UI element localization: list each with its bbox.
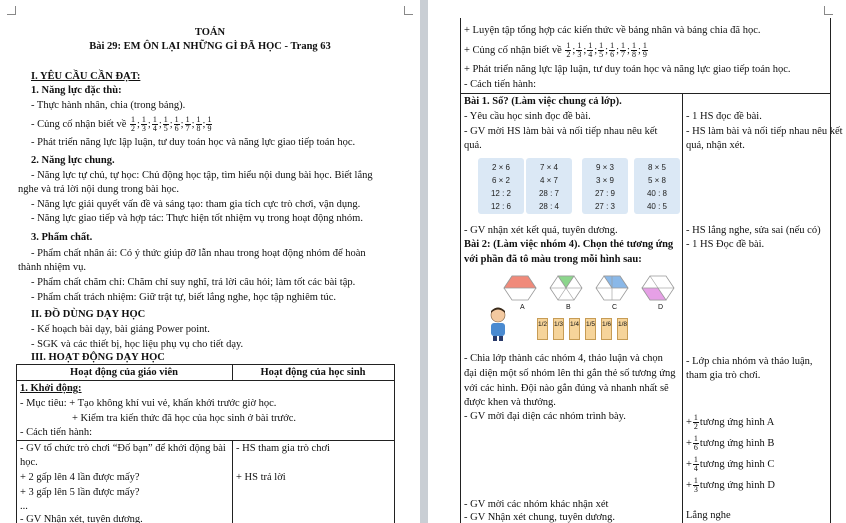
fraction [206,116,212,133]
fraction-card: 1/5 [585,318,596,340]
multiplication-card [478,158,524,214]
text-line: - Cách tiến hành: [464,79,537,90]
fraction [598,42,604,59]
fraction [693,477,699,494]
card-line: 6 × 2 [491,176,510,185]
right-page [428,0,846,523]
exercise-2-title: với phần đã tô màu trong mỗi hình sau: [464,254,642,265]
fraction-numerator: 1 [599,41,604,50]
hexagon-label: D [658,304,664,311]
text-line: + 2 gấp lên 4 lần được mấy? [20,472,140,483]
exercise-2-title: Bài 2: (Làm việc nhóm 4). Chọn thẻ tương ứng [464,239,674,250]
fraction-card: 1/4 [569,318,580,340]
text-line: - Năng lực giải quyết vấn đề và sáng tạo: tham gia tích cực trò chơi, vận dụng. [31,199,361,210]
answer-text: tương ứng hình D [699,479,775,491]
hexagon-c [596,276,628,300]
text-line: - GV mời các nhóm khác nhận xét [464,499,609,510]
fraction [196,116,202,133]
text-line: + Kiểm tra kiến thức đã học của học sinh ở bài trước. [72,413,297,424]
text-line: - GV nhận xét kết quả, tuyên dương. [464,225,618,236]
student-illustration [485,306,511,342]
fraction-list: $\frac{1}{2}$ ; $\frac{1}{3}$ ; $\frac{1}{4}$ ; $\frac{1}{5}$ ; $\frac{1}{6}$ ; $\frac{1}{7}$ ; $\frac{1}{8}$ ; $\frac{1}{9}$ [566,41,647,59]
fraction [185,116,191,133]
multiplication-card [634,158,680,214]
fraction-numerator: 1 [141,115,146,124]
heading-qualities: 3. Phẩm chất. [31,232,93,243]
fraction-card: 1/2 [537,318,548,340]
card-line: 27 : 9 [594,189,615,198]
text-line-fractions [464,42,649,59]
fraction-numerator: 1 [174,115,179,124]
fraction [631,42,637,59]
card-line: 5 × 8 [647,176,666,185]
fraction [693,435,699,452]
text-line: - Lớp chia nhóm và thảo luận, [686,356,813,367]
text-line: tham gia trò chơi. [686,370,761,381]
fraction-card: 1/8 [617,318,628,340]
fraction-denominator: 9 [642,50,647,59]
answer-line: + $\frac{1}{6}$ tương ứng hình B [686,434,775,452]
card-line: 4 × 7 [539,176,558,185]
fraction-denominator: 8 [196,124,201,133]
fraction-numerator: 1 [693,476,698,485]
text-line: thành nhiệm vụ. [18,262,86,273]
fraction-denominator: 3 [577,50,582,59]
text-line: - HS tham gia trò chơi [236,443,330,454]
fraction-numerator: 1 [152,115,157,124]
answer-line: + $\frac{1}{3}$ tương ứng hình D [686,476,775,494]
text-line: nghe và trả lời nội dung trong bài học. [18,184,179,195]
multiplication-card [526,158,572,214]
fraction-denominator: 9 [207,124,212,133]
fraction-numerator: 1 [693,413,698,422]
card-line: 7 × 4 [539,163,558,172]
fraction-denominator: 3 [693,485,698,494]
hexagon-label: C [612,304,618,311]
text-line: - 1 HS Đọc đề bài. [686,239,765,250]
card-line: 12 : 2 [490,189,511,198]
card-line: 28 : 4 [538,202,559,211]
card-line: 40 : 5 [646,202,667,211]
text-line: + Phát triển năng lực lập luận, tư duy toán học và năng lực giao tiếp toán học. [464,64,791,75]
fraction-denominator: 2 [693,422,698,431]
section-requirements: I. YÊU CẦU CẦN ĐẠT: [31,71,141,82]
text-line: - Kế hoạch bài dạy, bài giảng Power point. [31,324,210,335]
text-line: - Thực hành nhân, chia (trong bảng). [31,100,186,111]
margin-corner-mark [824,6,833,15]
text-line: - GV Nhận xét chung, tuyên dương. [464,512,616,523]
fraction-denominator: 4 [693,464,698,473]
fraction-card: 1/6 [601,318,612,340]
left-page [0,0,420,523]
fraction-card: 1/3 [553,318,564,340]
text-line: - Năng lực tự chủ, tự học: Chủ động học tập, tìm hiểu nội dung bài học. Biết lắng [31,170,373,181]
text-line: - Năng lực giao tiếp và hợp tác: Thực hiện tốt nhiệm vụ trong hoạt động nhóm. [31,213,363,224]
text-line: ... [20,501,28,512]
lesson-title: Bài 29: EM ÔN LẠI NHỮNG GÌ ĐÃ HỌC - Trang 63 [89,41,331,52]
fraction [152,116,158,133]
fraction [620,42,626,59]
hexagon-label: B [566,304,571,311]
multiplication-card [582,158,628,214]
text-line: - Chia lớp thành các nhóm 4, thảo luận và chọn [464,353,663,364]
answer-text: tương ứng hình C [699,458,775,470]
fraction [565,42,571,59]
fraction [130,116,136,133]
heading-general-competence: 2. Năng lực chung. [31,155,115,166]
fraction [609,42,615,59]
subject-title: TOÁN [194,27,226,38]
fraction-denominator: 6 [693,443,698,452]
text-line: - HS lắng nghe, sửa sai (nếu có) [686,225,821,236]
hexagon-a [504,276,536,300]
text-line: - Cách tiến hành: [20,427,93,438]
fraction-numerator: 1 [642,41,647,50]
fraction-numerator: 1 [163,115,168,124]
exercise-1-title: Bài 1. Số? (Làm việc chung cả lớp). [464,96,622,107]
answer-text: tương ứng hình B [699,437,775,449]
margin-corner-mark [404,6,413,15]
heading-warmup: 1. Khởi động: [20,383,82,394]
fraction-numerator: 1 [588,41,593,50]
fraction [141,116,147,133]
text-line: Lắng nghe [686,510,731,521]
text-line: - Củng cố nhận biết về [31,118,127,130]
answer-line: + $\frac{1}{2}$ tương ứng hình A [686,413,775,431]
table-header-student: Hoạt động của học sinh [260,367,366,378]
fraction-denominator: 4 [152,124,157,133]
fraction-denominator: 5 [163,124,168,133]
card-line: 12 : 6 [490,202,511,211]
fraction-numerator: 1 [577,41,582,50]
fraction-numerator: 1 [207,115,212,124]
fraction-numerator: 1 [693,455,698,464]
margin-corner-mark [7,6,16,15]
answer-line: + $\frac{1}{4}$ tương ứng hình C [686,455,775,473]
fraction-denominator: 4 [588,50,593,59]
fraction-numerator: 1 [196,115,201,124]
text-line: - HS làm bài và nối tiếp nhau nêu kết [686,126,843,137]
fraction-denominator: 2 [130,124,135,133]
text-line: + HS trả lời [236,472,286,483]
fraction-denominator: 2 [566,50,571,59]
text-line: được khen và thưởng. [464,397,556,408]
table-header-teacher: Hoạt động của giáo viên [70,367,178,378]
text-line: - Phẩm chất trách nhiệm: Giữ trật tự, biết lắng nghe, học tập nghiêm túc. [31,292,337,303]
text-line: - GV tổ chức trò chơi “Đố bạn” để khởi động bài [20,443,226,454]
text-line: - Phát triển năng lực lập luận, tư duy toán học và năng lực giao tiếp toán học. [31,137,356,148]
fraction [174,116,180,133]
fraction [576,42,582,59]
section-materials: II. ĐỒ DÙNG DẠY HỌC [31,309,146,320]
fraction-denominator: 6 [174,124,179,133]
card-line: 2 × 6 [491,163,510,172]
card-line: 9 × 3 [595,163,614,172]
fraction-denominator: 7 [621,50,626,59]
fraction [163,116,169,133]
fraction [693,456,699,473]
fraction-numerator: 1 [130,115,135,124]
fraction-denominator: 3 [141,124,146,133]
fraction [642,42,648,59]
section-activities: III. HOẠT ĐỘNG DẠY HỌC [31,352,165,363]
text-line-fractions [31,116,213,133]
text-line: với các hình. Đội nào gắn đúng và nhanh nhất sẽ [464,383,669,394]
page-gap [420,0,428,523]
text-line: học. [20,457,38,468]
fraction-denominator: 6 [610,50,615,59]
card-line: 27 : 3 [594,202,615,211]
card-line: 3 × 9 [595,176,614,185]
hexagon-label: A [520,304,525,311]
text-line: - GV Nhận xét, tuyên dương. [20,514,143,523]
fraction-numerator: 1 [621,41,626,50]
text-line: + Củng cố nhận biết về [464,44,562,56]
text-line: - SGK và các thiết bị, học liệu phụ vụ cho tiết dạy. [31,339,244,350]
text-line: - GV mời đại diện các nhóm trình bày. [464,411,626,422]
text-line: - GV mời HS làm bài và nối tiếp nhau nêu kết [464,126,658,137]
fraction-denominator: 8 [631,50,636,59]
text-line: - 1 HS đọc đề bài. [686,111,762,122]
text-line: - Yêu cầu học sinh đọc đề bài. [464,111,591,122]
fraction [587,42,593,59]
fraction-denominator: 7 [185,124,190,133]
text-line: đại diện một số nhóm lên thi gắn thẻ số tương ứng [464,368,676,379]
hexagon-d [642,276,674,300]
text-line: quả, nhận xét. [686,140,745,151]
text-line: - Mục tiêu: + Tạo không khí vui vẻ, khấn khởi trước giờ học. [20,398,277,409]
card-line: 28 : 7 [538,189,559,198]
text-line: - Phẩm chất chăm chỉ: Chăm chỉ suy nghĩ, trả lời câu hỏi; làm tốt các bài tập. [31,277,356,288]
fraction [693,414,699,431]
fraction-numerator: 1 [610,41,615,50]
answer-text: tương ứng hình A [699,416,775,428]
card-line: 8 × 5 [647,163,666,172]
text-line: + Luyện tập tổng hợp các kiến thức về bảng nhân và bảng chia đã học. [464,25,761,36]
fraction-numerator: 1 [631,41,636,50]
hexagon-b [550,276,582,300]
fraction-list: $\frac{1}{2}$ ; $\frac{1}{3}$ ; $\frac{1}{4}$ ; $\frac{1}{5}$ ; $\frac{1}{6}$ ; $\frac{1}{7}$ ; $\frac{1}{8}$ ; $\frac{1}{9}$ [130,115,212,133]
text-line: + 3 gấp lên 5 lần được mấy? [20,487,140,498]
heading-specific-competence: 1. Năng lực đặc thù: [31,85,122,96]
fraction-numerator: 1 [566,41,571,50]
fraction-numerator: 1 [185,115,190,124]
fraction-denominator: 5 [599,50,604,59]
text-line: quả. [464,140,482,151]
fraction-numerator: 1 [693,434,698,443]
text-line: - Phẩm chất nhân ái: Có ý thức giúp đỡ lẫn nhau trong hoạt động nhóm để hoàn [31,248,366,259]
card-line: 40 : 8 [646,189,667,198]
